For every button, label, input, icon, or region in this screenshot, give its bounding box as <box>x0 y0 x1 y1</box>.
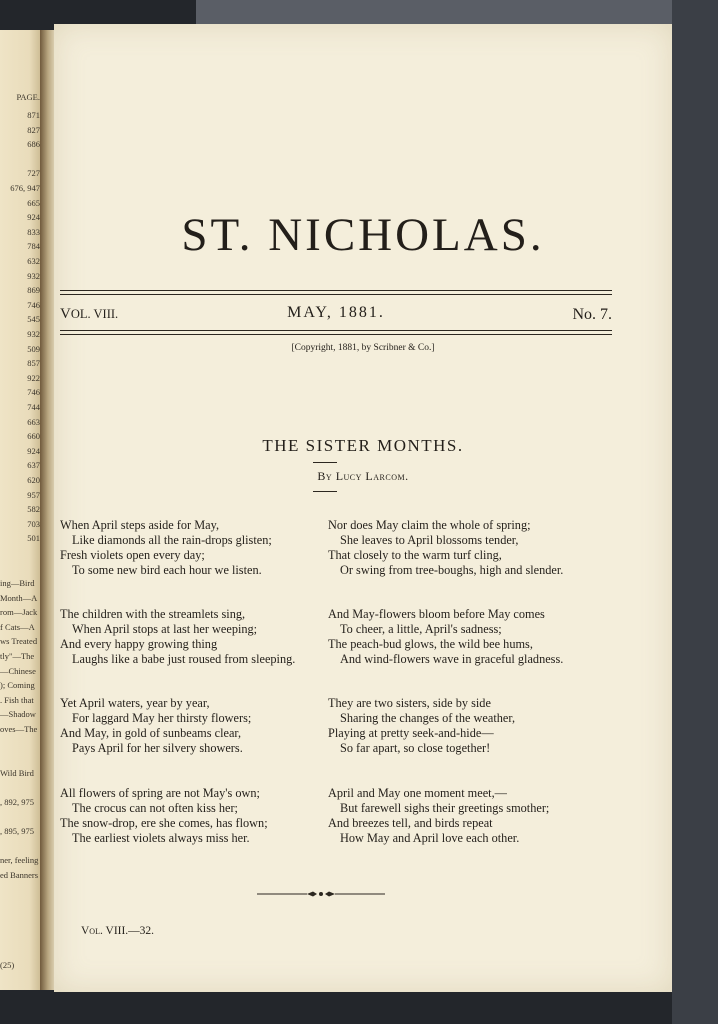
left-page-fragment: ing—Bird <box>0 578 35 588</box>
left-page-number: 509 <box>27 343 40 354</box>
title-rule <box>313 462 337 463</box>
left-page-number: 632 <box>27 256 40 266</box>
left-page-number: 620 <box>27 475 40 485</box>
left-page-fragment: ner, feeling <box>0 855 39 866</box>
left-page-fragment: —Chinese <box>0 665 36 676</box>
issue-date: MAY, 1881. <box>287 304 385 321</box>
left-page-number: 746 <box>27 387 40 398</box>
left-page-number: 784 <box>27 241 40 252</box>
left-page-number: 857 <box>27 358 40 369</box>
stanza-right-2 <box>328 607 563 667</box>
stanza-right-1 <box>328 518 563 578</box>
issue-line <box>60 304 612 328</box>
poem-line: That closely to the warm turf cling, <box>328 548 502 562</box>
ornament-divider <box>257 888 385 900</box>
left-page-number: 727 <box>27 168 40 179</box>
poem-line: They are two sisters, side by side <box>328 696 491 710</box>
left-page-label: PAGE. <box>16 92 40 102</box>
issue-number: No. 7. <box>572 306 612 323</box>
byline-rule <box>313 491 337 492</box>
left-page-number: 582 <box>27 504 40 515</box>
poem-line: So far apart, so close together! <box>340 741 491 755</box>
left-page-number: 924 <box>27 212 40 223</box>
left-page-fragment: Month—A <box>0 592 38 603</box>
poem-line: Fresh violets open every day; <box>60 548 205 562</box>
page-folio: Vol. VIII.—32. <box>81 925 155 937</box>
poem-line: And May-flowers bloom before May comes <box>328 607 545 621</box>
left-page-number: 924 <box>27 445 40 456</box>
left-page-number: 660 <box>27 431 40 442</box>
poem-byline: By Lucy Larcom. <box>317 469 409 483</box>
scanner-backdrop <box>196 0 718 26</box>
poem-line: Or swing from tree-boughs, high and slender. <box>340 563 564 577</box>
poem-line: The peach-bud glows, the wild bee hums, <box>328 637 533 651</box>
left-page-number: 827 <box>27 124 40 135</box>
left-page-fragment: Wild Bird <box>0 767 34 778</box>
issue-volume: VOL. VIII. <box>60 306 119 322</box>
left-page-fragment: ); Coming <box>0 680 35 691</box>
poem-title: THE SISTER MONTHS. <box>262 436 464 455</box>
masthead-rule-top-2 <box>60 294 612 295</box>
poem-line: All flowers of spring are not May's own; <box>60 786 260 800</box>
poem-line: And wind-flowers wave in graceful gladness. <box>340 652 564 666</box>
left-page-number: 545 <box>27 314 40 325</box>
left-page-number: 869 <box>27 285 40 296</box>
poem-line: Yet April waters, year by year, <box>60 696 210 710</box>
poem-line: The earliest violets always miss her. <box>72 831 250 845</box>
left-page-fragment: tly"—The <box>0 651 35 661</box>
stanza-right-4 <box>328 786 549 846</box>
left-page-fragment: , 892, 975 <box>0 797 34 807</box>
left-page-number: 932 <box>27 329 40 339</box>
left-facing-page <box>0 30 42 990</box>
poem-line: The children with the streamlets sing, <box>60 607 246 621</box>
left-page-number: 871 <box>27 110 40 120</box>
left-page-number: 932 <box>27 270 40 281</box>
poem-line: Sharing the changes of the weather, <box>340 711 516 725</box>
poem-line: And breezes tell, and birds repeat <box>328 816 493 830</box>
poem-line: Like diamonds all the rain-drops glisten; <box>72 533 272 547</box>
left-page-number: 637 <box>27 460 40 471</box>
left-page-fragment: ws Treated <box>0 636 38 647</box>
poem-line: Pays April for her silvery showers. <box>72 741 243 755</box>
scanner-backdrop-right <box>672 0 718 1024</box>
left-page-fragment: rom—Jack <box>0 607 38 618</box>
left-page-fragment: —Shadow <box>0 709 36 720</box>
left-page-fragment: f Cats—A <box>0 621 35 632</box>
magazine-page <box>54 24 672 992</box>
stanza-left-4 <box>60 786 268 846</box>
stanza-left-2 <box>60 607 295 667</box>
masthead-rule-bottom-2 <box>60 334 612 335</box>
poem-line: When April steps aside for May, <box>60 518 220 532</box>
poem-line: But farewell sighs their greetings smother; <box>340 801 550 815</box>
stanza-right-3 <box>328 696 515 756</box>
left-page-number: 922 <box>27 372 40 383</box>
left-page-number: 501 <box>27 533 40 544</box>
left-page-fragment: , 895, 975 <box>0 826 34 837</box>
poem-line: The crocus can not often kiss her; <box>72 801 238 815</box>
poem-line: The snow-drop, ere she comes, has flown; <box>60 816 268 830</box>
left-page-number: 665 <box>27 197 40 208</box>
poem-line: And every happy growing thing <box>60 637 218 651</box>
left-page-number: 833 <box>27 226 40 237</box>
poem-line: How May and April love each other. <box>340 831 520 845</box>
left-page-fragment: oves—The <box>0 724 38 734</box>
left-page-bottom: (25) <box>0 960 15 970</box>
left-page-number: 746 <box>27 299 40 310</box>
left-page-number: 957 <box>27 489 40 500</box>
poem-line: Laughs like a babe just roused from sleeping. <box>72 652 296 666</box>
left-page-number: 744 <box>27 402 40 412</box>
left-page-fragment: . Fish that <box>0 694 34 705</box>
stanza-left-3 <box>60 696 251 756</box>
masthead-rule-bottom <box>60 330 612 331</box>
magazine-title: ST. NICHOLAS. <box>181 209 545 261</box>
poem-line: When April stops at last her weeping; <box>72 622 258 636</box>
poem-line: April and May one moment meet,— <box>328 786 507 800</box>
poem-line: Playing at pretty seek-and-hide— <box>328 726 494 740</box>
masthead-rule-top <box>60 290 612 291</box>
left-page-number: 703 <box>27 518 40 529</box>
poem-line: She leaves to April blossoms tender, <box>340 533 519 547</box>
left-page-fragment: ed Banners <box>0 870 39 880</box>
stanza-left-1 <box>60 518 272 578</box>
poem-line: And May, in gold of sunbeams clear, <box>60 726 242 740</box>
left-page-number: 663 <box>27 416 40 427</box>
left-page-number: 686 <box>27 139 40 150</box>
poem-line: To some new bird each hour we listen. <box>72 563 262 577</box>
copyright-notice: [Copyright, 1881, by Scribner & Co.] <box>291 343 435 353</box>
poem-line: For laggard May her thirsty flowers; <box>72 711 252 725</box>
poem-line: Nor does May claim the whole of spring; <box>328 518 531 532</box>
left-page-number: 676, 947 <box>10 183 40 193</box>
poem-line: To cheer, a little, April's sadness; <box>340 622 502 636</box>
